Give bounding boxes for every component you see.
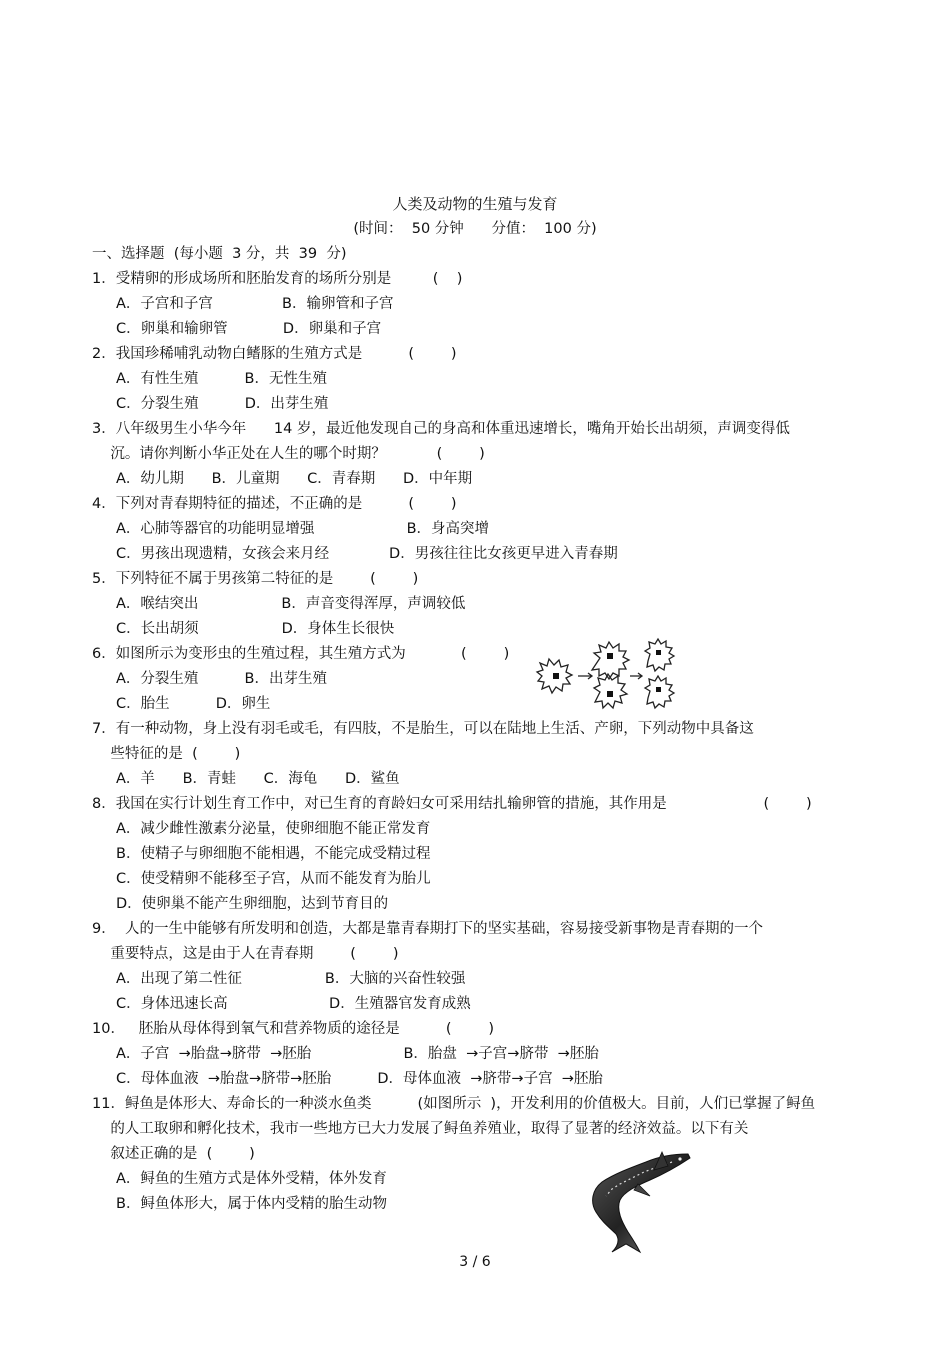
- question-5: 5．下列特征不属于男孩第二特征的是 ( ): [92, 571, 419, 587]
- question-9-cont: 重要特点，这是由于人在青春期 ( ): [92, 946, 399, 962]
- nucleus-icon: [607, 653, 613, 659]
- q7-options-row-1: A．羊 B．青蛙 C．海龟 D．鲨鱼: [116, 771, 400, 787]
- q9-options-row-2: C．身体迅速长高 D．生殖器官发育成熟: [116, 996, 471, 1012]
- question-10: 10． 胚胎从母体得到氧气和营养物质的途径是 ( ): [92, 1021, 495, 1037]
- question-3: 3．八年级男生小华今年 14 岁，最近他发现自己的身高和体重迅速增长，嘴角开始长出胡须，声调变得低: [92, 421, 790, 437]
- section-heading: 一、选择题 (每小题 3 分，共 39 分): [92, 246, 347, 262]
- q11-option-a: A．鲟鱼的生殖方式是体外受精，体外发育: [116, 1171, 387, 1187]
- q8-option-b: B．使精子与卵细胞不能相遇，不能完成受精过程: [116, 846, 431, 862]
- arrow-icon: [578, 673, 592, 679]
- q4-options-row-1: A．心肺等器官的功能明显增强 B．身高突增: [116, 521, 490, 537]
- question-8: 8．我国在实行计划生育工作中，对已生育的育龄妇女可采用结扎输卵管的措施，其作用是 ( ): [92, 796, 812, 812]
- question-11: 11．鲟鱼是体形大、寿命长的一种淡水鱼类 (如图所示 )，开发利用的价值极大。目前，人们已掌握了鲟鱼: [92, 1096, 816, 1112]
- q8-option-a: A．减少雌性激素分泌量，使卵细胞不能正常发育: [116, 821, 431, 837]
- question-7: 7．有一种动物，身上没有羽毛或毛，有四肢，不是胎生，可以在陆地上生活、产卵，下列动物中具备这: [92, 721, 754, 737]
- exam-info: (时间： 50 分钟 分值： 100 分): [353, 221, 597, 237]
- question-2: 2．我国珍稀哺乳动物白鳍豚的生殖方式是 ( ): [92, 346, 457, 362]
- q9-options-row-1: A．出现了第二性征 B．大脑的兴奋性较强: [116, 971, 466, 987]
- amoeba-division-figure: [532, 636, 682, 712]
- q2-options-row-1: A．有性生殖 B．无性生殖: [116, 371, 327, 387]
- question-1: 1．受精卵的形成场所和胚胎发育的场所分别是 ( ): [92, 271, 463, 287]
- q5-options-row-1: A．喉结突出 B．声音变得浑厚，声调较低: [116, 596, 466, 612]
- q8-option-d: D．使卵巢不能产生卵细胞，达到节育目的: [116, 896, 389, 912]
- q6-options-row-2: C．胎生 D．卵生: [116, 696, 271, 712]
- q3-options-row-1: A．幼儿期 B．儿童期 C．青春期 D．中年期: [116, 471, 473, 487]
- q2-options-row-2: C．分裂生殖 D．出芽生殖: [116, 396, 329, 412]
- nucleus-icon: [656, 687, 661, 692]
- q11-option-b: B．鲟鱼体形大，属于体内受精的胎生动物: [116, 1196, 387, 1212]
- pectoral-fin: [634, 1184, 650, 1196]
- page-number: 3 / 6: [459, 1254, 491, 1270]
- question-6: 6．如图所示为变形虫的生殖过程，其生殖方式为 ( ): [92, 646, 510, 662]
- fish-eye: [678, 1157, 681, 1160]
- q8-option-c: C．使受精卵不能移至子宫，从而不能发育为胎儿: [116, 871, 431, 887]
- question-9: 9． 人的一生中能够有所发明和创造，大都是靠青春期打下的坚实基础，容易接受新事物是青春期的一个: [92, 921, 763, 937]
- question-11-cont-2: 叙述正确的是 ( ): [92, 1146, 255, 1162]
- question-3-cont: 沉。请你判断小华正处在人生的哪个时期？ ( ): [92, 446, 485, 462]
- q1-options-row-1: A．子宫和子宫 B．输卵管和子宫: [116, 296, 394, 312]
- q1-options-row-2: C．卵巢和输卵管 D．卵巢和子宫: [116, 321, 382, 337]
- q10-options-row-1: A．子宫 →胎盘→脐带 →胚胎 B．胎盘 →子宫→脐带 →胚胎: [116, 1046, 599, 1062]
- q5-options-row-2: C．长出胡须 D．身体生长很快: [116, 621, 395, 637]
- amoeba-cell-2a: [592, 642, 629, 679]
- q6-options-row-1: A．分裂生殖 B．出芽生殖: [116, 671, 327, 687]
- q4-options-row-2: C．男孩出现遗精，女孩会来月经 D．男孩往往比女孩更早进入青春期: [116, 546, 618, 562]
- nucleus-icon: [607, 691, 613, 697]
- page-title: 人类及动物的生殖与发育: [392, 195, 558, 213]
- question-11-cont-1: 的人工取卵和孵化技术，我市一些地方已大力发展了鲟鱼养殖业，取得了显著的经济效益。以下有关: [92, 1121, 749, 1137]
- nucleus-icon: [553, 673, 559, 679]
- sturgeon-body: [593, 1154, 690, 1252]
- arrow-icon: [630, 673, 642, 679]
- sturgeon-figure: [580, 1148, 695, 1256]
- question-7-cont: 些特征的是 ( ): [92, 746, 241, 762]
- question-4: 4．下列对青春期特征的描述，不正确的是 ( ): [92, 496, 457, 512]
- nucleus-icon: [656, 650, 661, 655]
- q10-options-row-2: C．母体血液 →胎盘→脐带→胚胎 D．母体血液 →脐带→子宫 →胚胎: [116, 1071, 603, 1087]
